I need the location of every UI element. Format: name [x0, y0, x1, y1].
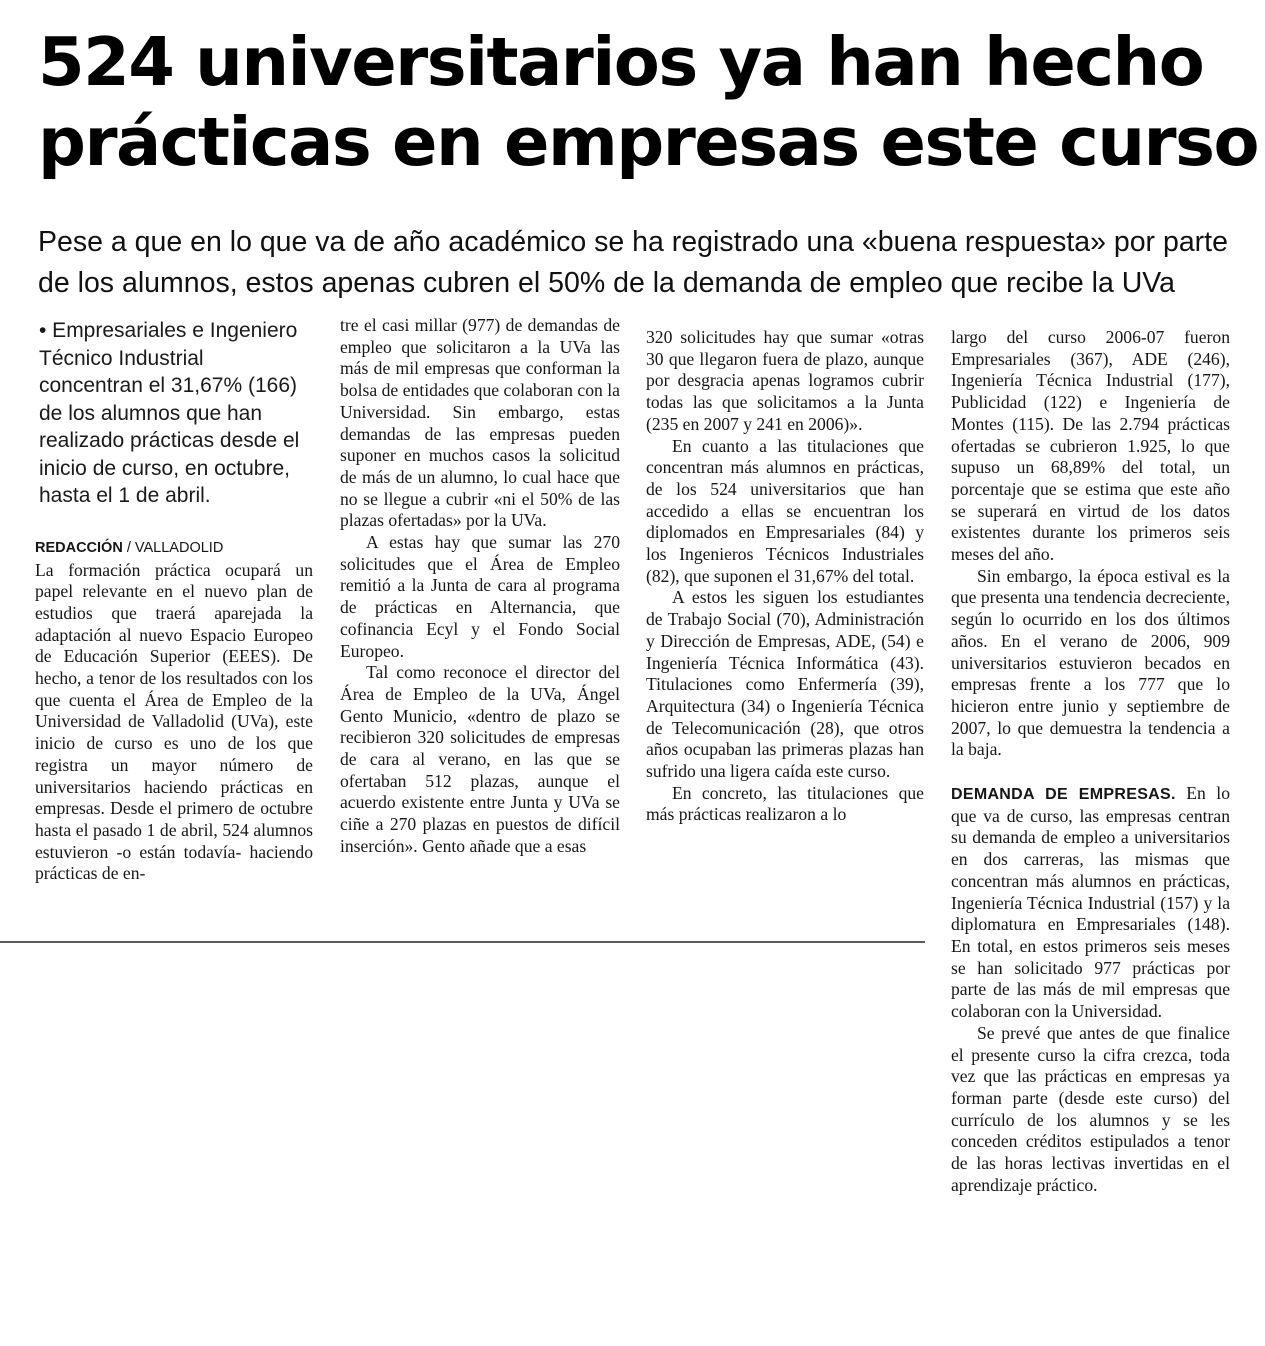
- summary-bullet: • Empresariales e Ingeniero Técnico Industrial concentran el 31,67% (166) de los alumnos que han realizado prácticas desde el inicio de curso, en octubre, hasta el 1 de abril.: [39, 319, 300, 507]
- body-paragraph-4: En cuanto a las titulaciones que concentran más alumnos en prácticas, de los 524 universitarios que han accedido a ellas se encuentran los diplomados en Empresariales (84) y los Ingenieros Técnicos Industriales (82), que suponen el 31,67% del total.: [646, 435, 924, 586]
- headline: [38, 22, 1258, 182]
- byline-separator: /: [122, 539, 135, 556]
- article-column-1: [35, 315, 313, 885]
- headline-line-1: 524 universitarios ya han hecho: [38, 23, 1204, 101]
- body-paragraph-7: Sin embargo, la época estival es la que presenta una tendencia decreciente, según lo ocurrido en los dos últimos años. En el verano de 2006, 909 universitarios estuvieron becados en empresas frente a los 777 que lo hicieron entre junio y septiembre de 2007, lo que demuestra la tendencia a la baja.: [951, 565, 1230, 760]
- body-paragraph-8: [951, 783, 1230, 1023]
- article-column-2: [340, 315, 620, 858]
- headline-line-2: prácticas en empresas este curso: [38, 103, 1258, 181]
- byline-agency: REDACCIÓN: [35, 539, 123, 556]
- body-paragraph-3-part-2: 320 solicitudes hay que sumar «otras 30 que llegaron fuera de plazo, aunque por desgracia apenas logramos cubrir todas las que solicitamos a la Junta (235 en 2007 y 241 en 2006)».: [646, 327, 924, 434]
- body-paragraph-6-part-1: En concreto, las titulaciones que más prácticas realizaron a lo: [646, 782, 924, 825]
- body-paragraph-1-part-1: La formación práctica ocupará un papel relevante en el nuevo plan de estudios que traerá aparejada la adaptación al nuevo Espacio Europeo de Educación Superior (EEES). De hecho, a tenor de los resultados con los que cuenta el Área de Empleo de la Universidad de Valladolid (UVa), este inicio de curso es uno de los que registra un mayor número de universitarios haciendo prácticas en empresas. Desde el primero de octubre hasta el pasado 1 de abril, 524 alumnos estuvieron -o están todavía- haciendo prácticas de en-: [35, 559, 313, 884]
- column-divider-rule: [0, 941, 925, 943]
- body-paragraph-5: A estos les siguen los estudiantes de Trabajo Social (70), Administración y Dirección de Empresas, ADE, (54) e Ingeniería Técnica Informática (43). Titulaciones como Enfermería (39), Arquitectura (34) o Ingeniería Técnica de Telecomunicación (28), que otros años ocupaban las primeras plazas han sufrido una ligera caída este curso.: [646, 587, 924, 782]
- body-paragraph-8-text: En lo que va de curso, las empresas centran su demanda de empleo a universitarios en dos carreras, las mismas que concentran más alumnos en prácticas, Ingeniería Técnica Industrial (157) y la diplomatura en Empresariales (148). En total, en estos primeros seis meses se han solicitado 977 prácticas por parte de las más de mil empresas que colaboran con la Universidad.: [951, 783, 1230, 1022]
- section-label: DEMANDA DE EMPRESAS.: [951, 786, 1176, 804]
- article-column-3: [646, 327, 924, 826]
- subheadline-line-2: de los alumnos, estos apenas cubren el 50% de la demanda de empleo que recibe la UVa: [38, 267, 1176, 299]
- body-paragraph-6-part-2: largo del curso 2006-07 fueron Empresariales (367), ADE (246), Ingeniería Técnica Industrial (177), Publicidad (122) e Ingeniería de Montes (115). De las 2.794 prácticas ofertadas se cubrieron 1.925, lo que supuso un 68,89% del total, un porcentaje que se estima que este año se superará en virtud de los datos existentes durante los primeros seis meses del año.: [951, 327, 1230, 565]
- body-paragraph-2: A estas hay que sumar las 270 solicitudes que el Área de Empleo remitió a la Junta de cara al programa de prácticas en Alternancia, que cofinancia Ecyl y el Fondo Social Europeo.: [340, 532, 620, 661]
- body-paragraph-1-part-2: tre el casi millar (977) de demandas de empleo que solicitaron a la UVa las más de mil empresas que conforman la bolsa de entidades que colaboran con la Universidad. Sin embargo, estas demandas de las empresas pueden suponer en muchos casos la solicitud de más de un alumno, lo cual hace que no se llegue a cubrir «ni el 50% de las plazas ofertadas» por la UVa.: [340, 315, 620, 531]
- article-column-4: [951, 327, 1230, 1196]
- byline: [35, 538, 313, 558]
- body-paragraph-9: Se prevé que antes de que finalice el presente curso la cifra crezca, toda vez que las prácticas en empresas ya forman parte (desde este curso) del currículo de los alumnos y se les conceden créditos estipulados a tenor de las horas lectivas invertidas en el aprendizaje práctico.: [951, 1022, 1230, 1195]
- subheadline-line-1: Pese a que en lo que va de año académico se ha registrado una «buena respuesta» por parte: [38, 226, 1228, 258]
- byline-location: VALLADOLID: [134, 539, 224, 556]
- subheadline: [38, 222, 1228, 304]
- body-paragraph-3-part-1: Tal como reconoce el director del Área de Empleo de la UVa, Ángel Gento Municio, «dentro de plazo se recibieron 320 solicitudes de empresas de cara al verano, en las que se ofertaban 512 plazas, aunque el acuerdo existente entre Junta y UVa se ciñe a 270 plazas en puestos de difícil inserción». Gento añade que a esas: [340, 662, 620, 856]
